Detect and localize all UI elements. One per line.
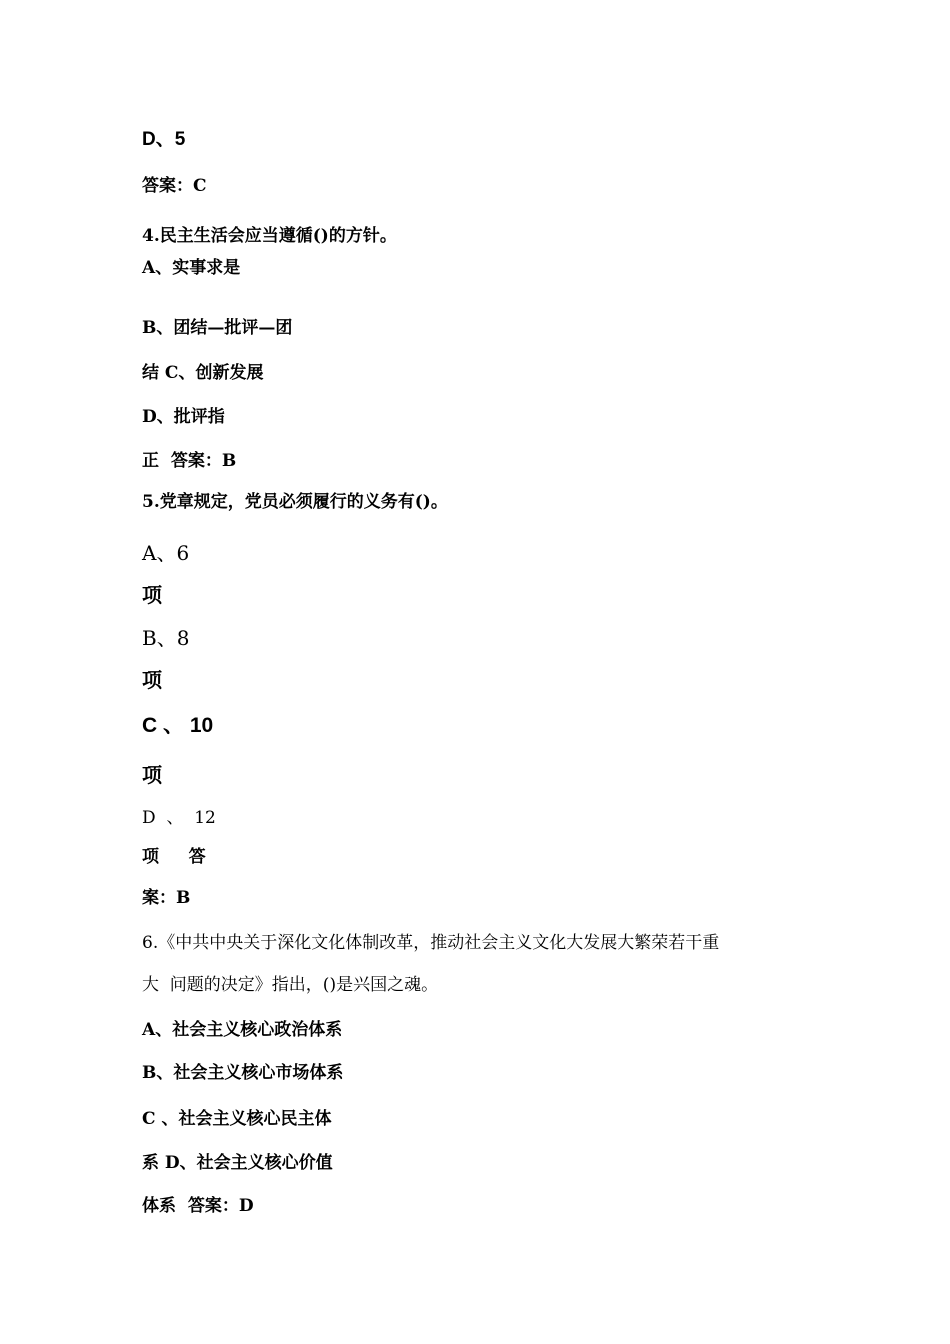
option-c-q6: C 、社会主义核心民主体 <box>142 1109 332 1129</box>
answer-q4: 正 答案：B <box>142 451 237 471</box>
answer-q5: 案：B <box>142 888 191 908</box>
answer-q3: 答案：C <box>142 176 207 196</box>
option-b-q5-unit: 项 <box>142 668 162 692</box>
answer-q6: 体系 答案：D <box>142 1196 254 1216</box>
option-a-q5: A、6 <box>142 541 190 565</box>
option-a-q6: A、社会主义核心政治体系 <box>142 1020 343 1040</box>
question-6-line-2: 大 问题的决定》指出，()是兴国之魂。 <box>142 975 439 995</box>
option-b-q5: B、8 <box>142 626 190 650</box>
option-d-q5-unit: 项 答 <box>142 847 206 867</box>
option-b-q4: B、团结—批评—团 <box>142 318 293 338</box>
option-c-q5: C 、 10 <box>142 714 214 737</box>
option-c-q4: 结 C、创新发展 <box>142 363 264 383</box>
question-6-line-1: 6.《中共中央关于深化文化体制改革，推动社会主义文化大发展大繁荣若干重 <box>142 933 720 953</box>
option-c-q5-unit: 项 <box>142 763 162 787</box>
option-d-q4: D、批评指 <box>142 407 225 427</box>
option-d-q6: 系 D、社会主义核心价值 <box>142 1153 333 1173</box>
option-b-q6: B、社会主义核心市场体系 <box>142 1063 344 1083</box>
question-5: 5.党章规定，党员必须履行的义务有()。 <box>142 492 448 512</box>
option-a-q5-unit: 项 <box>142 583 162 607</box>
option-d-q5: D 、 12 <box>142 808 216 828</box>
option-d-q3: D、5 <box>142 129 186 150</box>
option-a-q4: A、实事求是 <box>142 258 241 278</box>
question-4: 4.民主生活会应当遵循()的方针。 <box>142 226 397 246</box>
